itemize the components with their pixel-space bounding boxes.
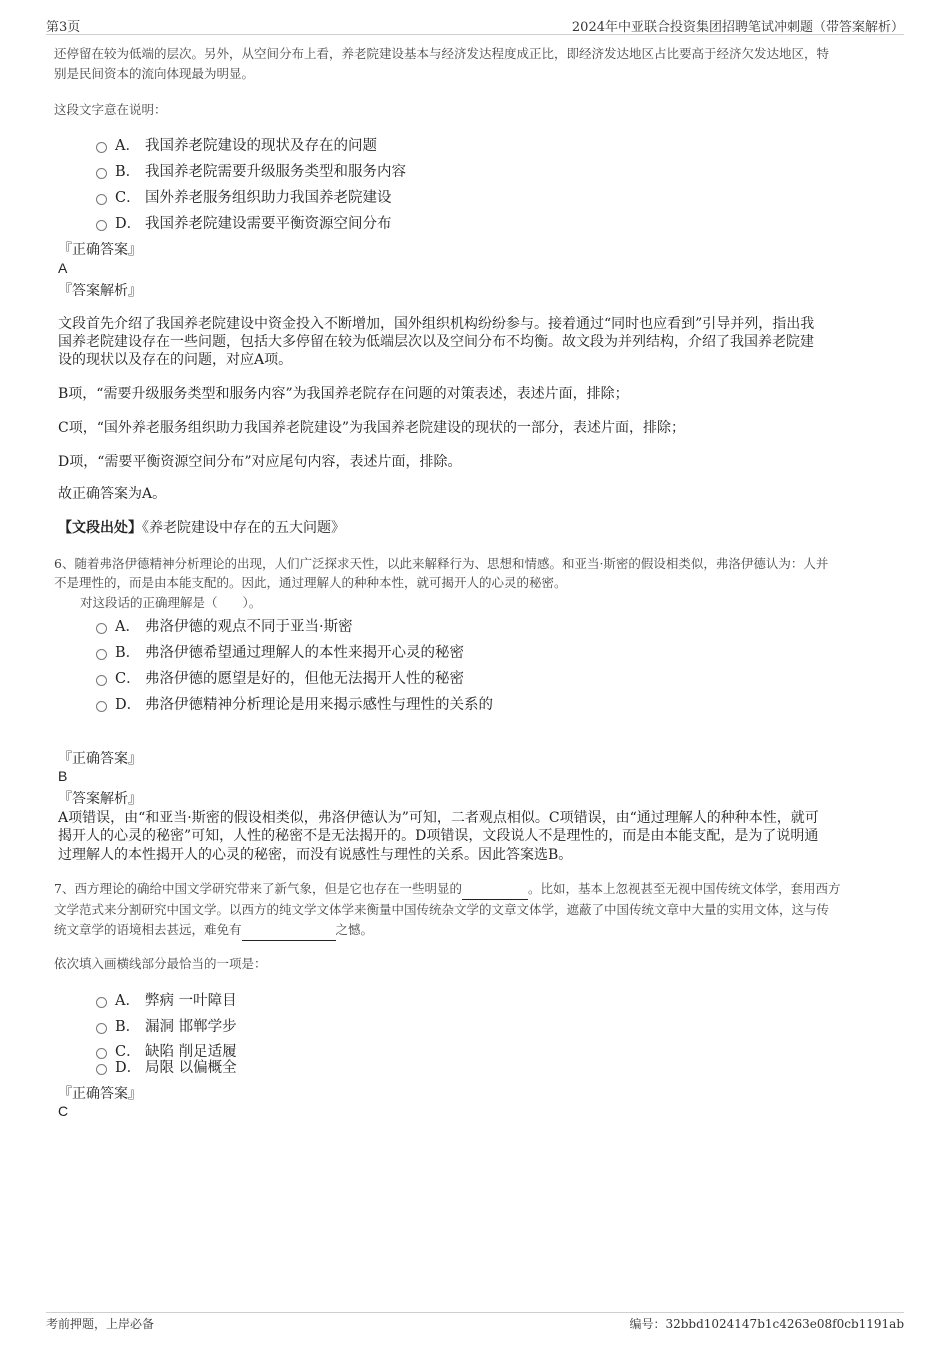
q5-analysis-line-2: 国养老院建设存在一些问题，包括大多停留在较为低端层次以及空间分布不均衡。故文段为并列结构，介绍了我国养老院建 xyxy=(58,334,814,350)
q7-prompt: 依次填入画横线部分最恰当的一项是： xyxy=(54,956,267,971)
q6-prompt: 对这段话的正确理解是（ ）。 xyxy=(80,595,262,610)
q5-analysis-line-1: 文段首先介绍了我国养老院建设中资金投入不断增加，国外组织机构纷纷参与。接着通过“同时也应看到”引导并列，指出我 xyxy=(58,316,815,332)
radio-icon[interactable] xyxy=(96,220,107,231)
radio-icon[interactable] xyxy=(96,997,107,1008)
q7-option-a[interactable]: A． 弊病 一叶障目 xyxy=(96,989,237,1011)
q5-answer: A xyxy=(58,260,68,276)
radio-icon[interactable] xyxy=(96,194,107,205)
q6-stem-line-2: 不是理性的，而是由本能支配的。因此，通过理解人的种种本性，就可揭开人的心灵的秘密。 xyxy=(54,575,567,590)
radio-icon[interactable] xyxy=(96,675,107,686)
q5-source: 【文段出处】《养老院建设中存在的五大问题》 xyxy=(58,520,345,536)
q5-option-b[interactable]: B． 我国养老院需要升级服务类型和服务内容 xyxy=(96,160,406,182)
page-footer xyxy=(46,1312,904,1335)
page-number: 第3页 xyxy=(46,20,81,35)
q6-option-a[interactable]: A． 弗洛伊德的观点不同于亚当·斯密 xyxy=(96,615,353,637)
q6-option-d[interactable]: D． 弗洛伊德精神分析理论是用来揭示感性与理性的关系的 xyxy=(96,693,493,715)
q6-option-b[interactable]: B． 弗洛伊德希望通过理解人的本性来揭开心灵的秘密 xyxy=(96,641,464,663)
q5-prompt: 这段文字意在说明： xyxy=(54,102,167,117)
radio-icon[interactable] xyxy=(96,142,107,153)
q6-stem-line-1: 6、随着弗洛伊德精神分析理论的出现，人们广泛探求天性，以此来解释行为、思想和情感。和亚当·斯密的假设相类似，弗洛伊德认为：人并 xyxy=(54,556,829,571)
q7-option-b[interactable]: B． 漏洞 邯郸学步 xyxy=(96,1015,237,1037)
q5-c-note: C项，“国外养老服务组织助力我国养老院建设”为我国养老院建设的现状的一部分，表述片面，排除； xyxy=(58,420,686,436)
q7-answer-label: 『正确答案』 xyxy=(58,1086,142,1102)
q7-option-d[interactable]: D． 局限 以偏概全 xyxy=(96,1056,237,1078)
q6-option-c[interactable]: C． 弗洛伊德的愿望是好的，但他无法揭开人性的秘密 xyxy=(96,667,464,689)
q5-analysis-label: 『答案解析』 xyxy=(58,283,142,299)
q7-stem-line-1: 7、西方理论的确给中国文学研究带来了新气象，但是它也存在一些明显的 。比如，基本上忽视甚至无视中国传统文体学，套用西方 xyxy=(54,879,840,900)
q6-analysis-line-3: 过理解人的本性揭开人的心灵的秘密，而没有说感性与理性的关系。因此答案选B。 xyxy=(58,847,573,863)
footer-slogan: 考前押题，上岸必备 xyxy=(46,1317,155,1331)
q7-answer: C xyxy=(58,1103,69,1119)
radio-icon[interactable] xyxy=(96,1023,107,1034)
q7-stem-line-2: 文学范式来分割研究中国文学。以西方的纯文学文体学来衡量中国传统杂文学的文章文体学，遮蔽了中国传统文章中大量的实用文体，这与传 xyxy=(54,902,830,917)
q6-analysis-line-2: 揭开人的心灵的秘密”可知，人性的秘密不是无法揭开的。D项错误，文段说人不是理性的，而是由本能支配，是为了说明通 xyxy=(58,828,819,844)
q5-stem-line-2: 别是民间资本的流向体现最为明显。 xyxy=(54,66,255,81)
radio-icon[interactable] xyxy=(96,701,107,712)
q6-answer-label: 『正确答案』 xyxy=(58,751,142,767)
q7-stem-line-3: 统文章学的语境相去甚远，难免有 之憾。 xyxy=(54,920,373,941)
q5-b-note: B项，“需要升级服务类型和服务内容”为我国养老院存在问题的对策表述，表述片面，排除； xyxy=(58,386,629,402)
q6-analysis-label: 『答案解析』 xyxy=(58,791,142,807)
q5-analysis-line-3: 设的现状以及存在的问题，对应A项。 xyxy=(58,352,293,368)
document-title: 2024年中亚联合投资集团招聘笔试冲刺题（带答案解析） xyxy=(571,20,904,35)
radio-icon[interactable] xyxy=(96,649,107,660)
blank-2 xyxy=(242,920,336,941)
q5-stem-line-1: 还停留在较为低端的层次。另外，从空间分布上看，养老院建设基本与经济发达程度成正比，即经济发达地区占比要高于经济欠发达地区，特 xyxy=(54,46,830,61)
q5-option-d[interactable]: D． 我国养老院建设需要平衡资源空间分布 xyxy=(96,212,392,234)
blank-1 xyxy=(462,879,528,900)
q5-d-note: D项，“需要平衡资源空间分布”对应尾句内容，表述片面，排除。 xyxy=(58,454,462,470)
q5-option-c[interactable]: C． 国外养老服务组织助力我国养老院建设 xyxy=(96,186,392,208)
q5-answer-label: 『正确答案』 xyxy=(58,242,142,258)
q6-answer: B xyxy=(58,768,68,784)
q7-option-c[interactable]: C． 缺陷 削足适履 xyxy=(96,1040,237,1062)
page-header xyxy=(46,14,904,35)
radio-icon[interactable] xyxy=(96,623,107,634)
footer-serial: 编号：32bbd1024147b1c4263e08f0cb1191ab xyxy=(629,1317,904,1331)
radio-icon[interactable] xyxy=(96,1064,107,1075)
q5-conclusion: 故正确答案为A。 xyxy=(58,486,167,502)
q6-analysis-line-1: A项错误，由“和亚当·斯密的假设相类似，弗洛伊德认为”可知，二者观点相似。C项错误，由“通过理解人的种种本性，就可 xyxy=(58,810,819,826)
q5-option-a[interactable]: A． 我国养老院建设的现状及存在的问题 xyxy=(96,134,377,156)
radio-icon[interactable] xyxy=(96,168,107,179)
